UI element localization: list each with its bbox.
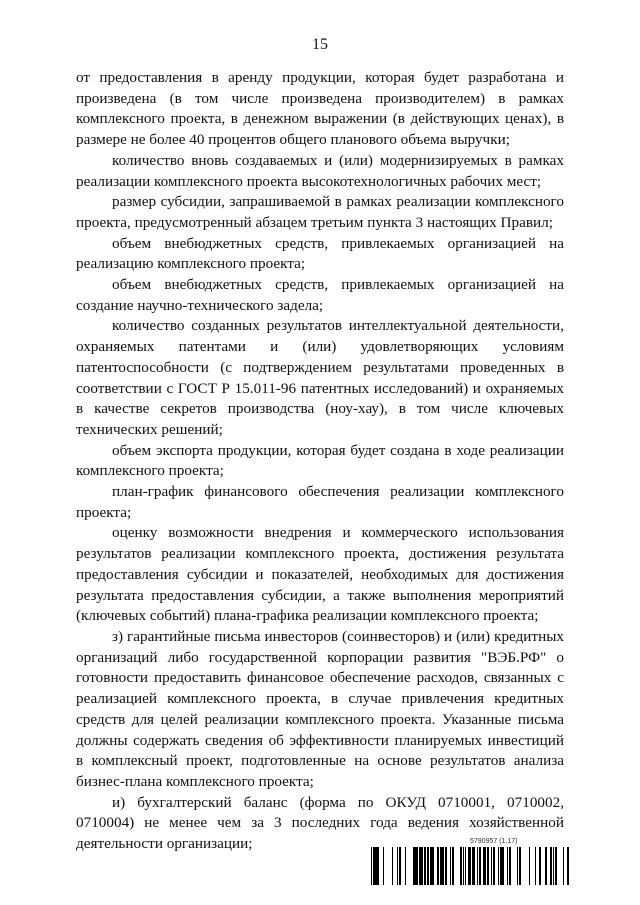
paragraph: количество вновь создаваемых и (или) модернизируемых в рамках реализации комплексного проекта высокотехнологичных рабочих мест; xyxy=(76,151,564,190)
paragraph: и) бухгалтерский баланс (форма по ОКУД 0710001, 0710002, 0710004) не менее чем за 3 последних года ведения хозяйственной деятельности организации; xyxy=(76,793,564,853)
paragraph: количество созданных результатов интеллектуальной деятельности, охраняемых патентами и (или) удовлетворяющих условиям патентоспособности (с подтверждением результатами проведенных в соответствии с ГОСТ Р 15.011-96 патентных исследований) и охраняемых в качестве секретов производства (ноу-хау), в том числе ключевых технических решений; xyxy=(76,317,564,438)
document-body xyxy=(76,68,564,855)
barcode-image xyxy=(370,847,570,887)
paragraph: план-график финансового обеспечения реализации комплексного проекта; xyxy=(76,483,564,521)
barcode-block xyxy=(370,838,570,888)
barcode-caption: 5790957 (1.17) xyxy=(470,838,518,845)
paragraph: з) гарантийные письма инвесторов (соинвесторов) и (или) кредитных организаций либо государственной корпорации развития "ВЭБ.РФ" о готовности предоставить финансовое обеспечение расходов, связанных с реализацией комплексного проекта, в случае привлечения кредитных средств для целей реализации комплексного проекта. Указанные письма должны содержать сведения об эффективности планируемых инвестиций в комплексный проект, подготовленные на основе результатов анализа бизнес-плана комплексного проекта; xyxy=(76,627,564,790)
paragraph: от предоставления в аренду продукции, которая будет разработана и произведена (в том числе произведена производителем) в рамках комплексного проекта, в денежном выражении (в действующих ценах), в размере не более 40 процентов общего планового объема выручки; xyxy=(76,69,564,149)
paragraph: размер субсидии, запрашиваемой в рамках реализации комплексного проекта, предусмотренный абзацем третьим пункта 3 настоящих Правил; xyxy=(76,193,564,231)
paragraph: объем внебюджетных средств, привлекаемых организацией на создание научно-технического задела; xyxy=(76,276,564,314)
paragraph: оценку возможности внедрения и коммерческого использования результатов реализации комплексного проекта, достижения результата предоставления субсидии и показателей, необходимых для достижения результата предоставления субсидии, а также выполнения мероприятий (ключевых событий) плана-графика реализации комплексного проекта; xyxy=(76,524,564,625)
page-number: 15 xyxy=(312,36,328,53)
paragraph: объем внебюджетных средств, привлекаемых организацией на реализацию комплексного проекта; xyxy=(76,234,564,273)
paragraph: объем экспорта продукции, которая будет создана в ходе реализации комплексного проекта; xyxy=(76,441,564,480)
